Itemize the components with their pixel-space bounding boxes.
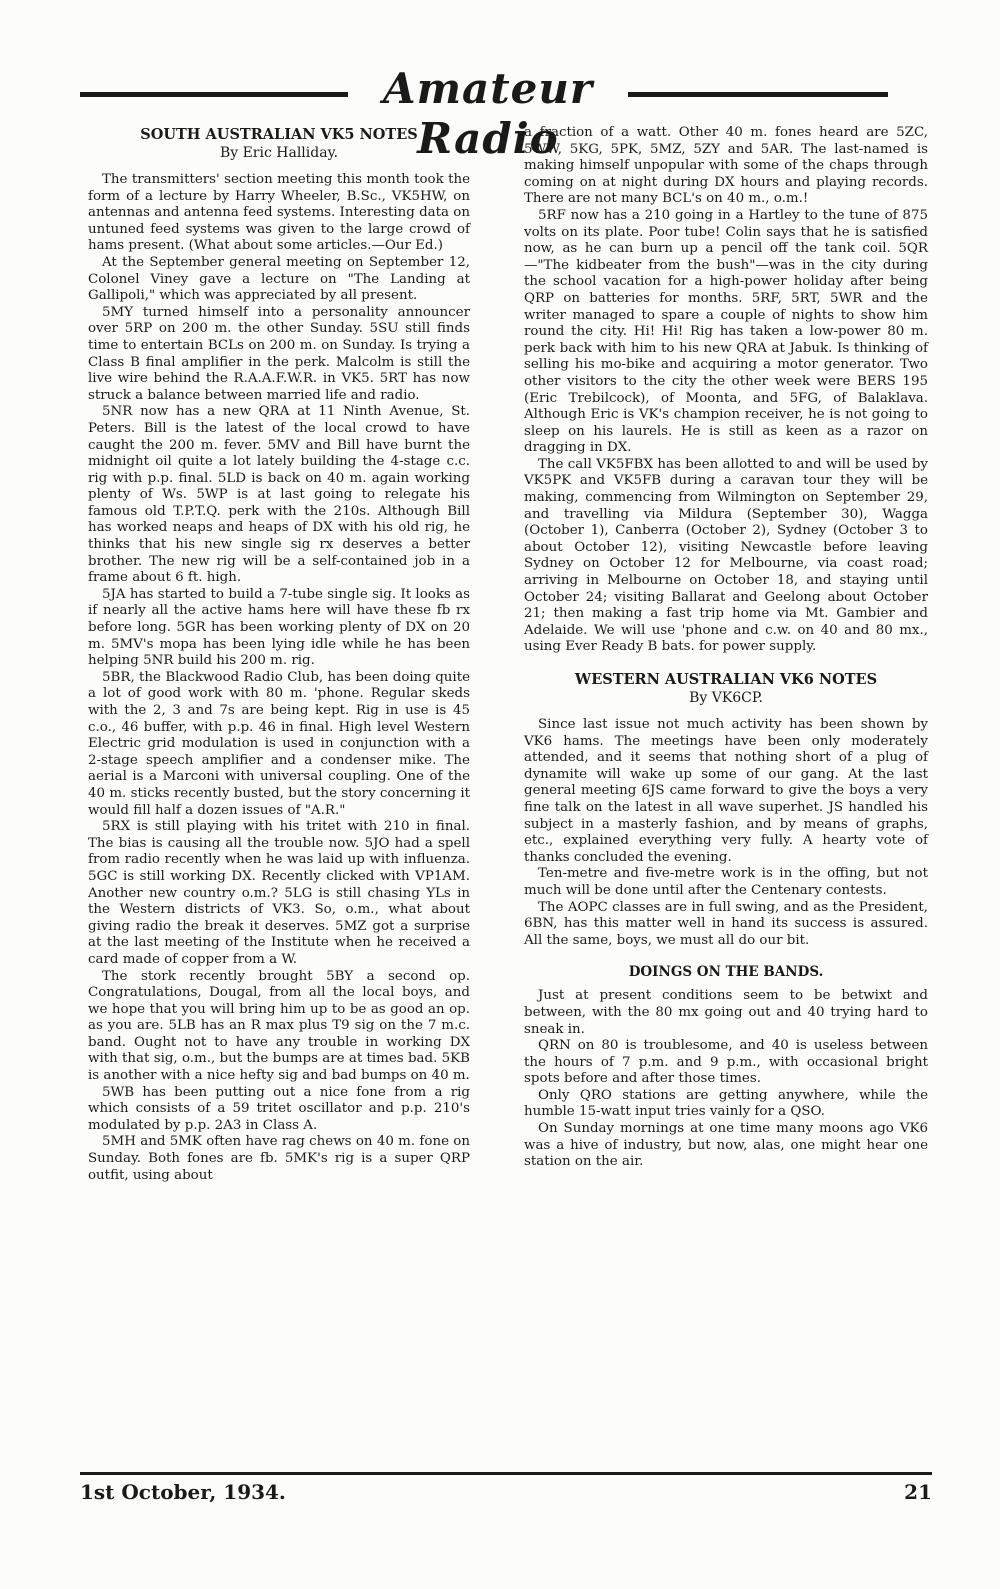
article-paragraph: 5BR, the Blackwood Radio Club, has been doing quite a lot of good work with 80 m. 'phone. Regular skeds with the 2, 3 and 7s are being kept. Rig in use is 45 c.o., 46 buffer, with p.p. 46 in final. High level Western Electric grid modulation is used in conjunction with a 2-stage speech amplifier and a condenser mike. The aerial is a Marconi with universal coupling. One of the 40 m. sticks recently busted, but the story concerning it would fill half a dozen issues of "A.R." — [88, 669, 470, 818]
footer-rule — [80, 1472, 932, 1475]
article-paragraph: Just at present conditions seem to be betwixt and between, with the 80 mx going out and 40 trying hard to sneak in. — [524, 988, 928, 1037]
article-paragraph: At the September general meeting on September 12, Colonel Viney gave a lecture on "The Landing at Gallipoli," which was appreciated by all present. — [88, 254, 470, 304]
vk5-heading: SOUTH AUSTRALIAN VK5 NOTES — [140, 126, 418, 143]
article-paragraph: QRN on 80 is troublesome, and 40 is useless between the hours of 7 p.m. and 9 p.m., with occasional bright spots before and after those times. — [524, 1038, 928, 1087]
masthead-title: Amateur Radio — [382, 64, 594, 163]
article-paragraph: 5MY turned himself into a personality announcer over 5RP on 200 m. the other Sunday. 5SU still finds time to entertain BCLs on 200 m. on Sunday. Is trying a Class B final amplifier in the perk. Malcolm is still the live wire behind the R.A.A.F.W.R. in VK5. 5RT has now struck a balance between married life and radio. — [88, 304, 470, 403]
masthead-rule-left — [80, 92, 348, 97]
article-paragraph: Since last issue not much activity has been shown by VK6 hams. The meetings have been only moderately attended, and it seems that nothing short of a plug of dynamite will wake up some of our gang. At the last general meeting 6JS came forward to give the boys a very fine talk on the latest in all wave superhet. JS handled his subject in a masterly fashion, and by means of graphs, etc., explained everything very fully. A hearty vote of thanks concluded the evening. — [524, 717, 928, 865]
article-paragraph: On Sunday mornings at one time many moons ago VK6 was a hive of industry, but now, alas, one might hear one station on the air. — [524, 1121, 928, 1170]
article-paragraph: 5WB has been putting out a nice fone from a rig which consists of a 59 tritet oscillator and p.p. 210's modulated by p.p. 2A3 in Class A. — [88, 1084, 470, 1133]
right-column — [524, 125, 928, 1171]
page-number: 21 — [904, 1480, 932, 1504]
vk5-byline: By Eric Halliday. — [219, 145, 339, 161]
article-paragraph: The stork recently brought 5BY a second op. Congratulations, Dougal, from all the local boys, and we hope that you will bring him up to be as good an op. as you are. 5LB has an R max plus T9 sig on the 7 m.c. band. Ought not to have any trouble in working DX with that sig, o.m., but the bumps are at times bad. 5KB is another with a nice hefty sig and bad bumps on 40 m. — [88, 968, 470, 1084]
vk6-byline: By VK6CP. — [689, 690, 763, 706]
article-paragraph: 5MH and 5MK often have rag chews on 40 m. fone on Sunday. Both fones are fb. 5MK's rig is a super QRP outfit, using about — [88, 1134, 470, 1183]
article-paragraph: 5RX is still playing with his tritet with 210 in final. The bias is causing all the trouble now. 5JO had a spell from radio recently when he was laid up with influenza. 5GC is still working DX. Recently clicked with VP1AM. Another new country o.m.? 5LG is still chasing YLs in the Western districts of VK3. So, o.m., what about giving radio the break it deserves. 5MZ got a surprise at the last meeting of the Institute when he received a card made of copper from a W. — [88, 819, 470, 967]
article-paragraph: a fraction of a watt. Other 40 m. fones heard are 5ZC, 5WW, 5KG, 5PK, 5MZ, 5ZY and 5AR. The last-named is making himself unpopular with some of the chaps through coming on at night during DX hours and playing records. There are not many BCL's on 40 m., o.m.! — [524, 125, 928, 207]
article-paragraph: The transmitters' section meeting this month took the form of a lecture by Harry Wheeler, B.Sc., VK5HW, on antennas and antenna feed systems. Interesting data on untuned feed systems was given to the large crowd of hams present. (What about some articles.—Our Ed.) — [88, 172, 470, 254]
article-paragraph: The call VK5FBX has been allotted to and will be used by VK5PK and VK5FB during a caravan tour they will be making, commencing from Wilmington on September 29, and travelling via Mildura (September 30), Wagga (October 1), Canberra (October 2), Sydney (October 3 to about October 12), visiting Newcastle before leaving Sydney on October 12 for Melbourne, via coast road; arriving in Melbourne on October 18, and staying until October 24; visiting Ballarat and Geelong about October 21; then making a fast trip home via Mt. Gambier and Adelaide. We will use 'phone and c.w. on 40 and 80 mx., using Ever Ready B bats. for power supply. — [524, 456, 928, 655]
masthead-rule-right — [628, 92, 912, 97]
article-paragraph: 5NR now has a new QRA at 11 Ninth Avenue, St. Peters. Bill is the latest of the local crowd to have caught the 200 m. fever. 5MV and Bill have burnt the midnight oil quite a lot lately building the 4-stage c.c. rig with p.p. final. 5LD is back on 40 m. again working plenty of Ws. 5WP is at last going to relegate his famous old T.P.T.Q. perk with the 210s. Although Bill has worked neaps and heaps of DX with his old rig, he thinks that his new single sig rx deserves a better brother. The new rig will be a self-contained job in a frame about 6 ft. high. — [88, 404, 470, 586]
bands-heading: DOINGS ON THE BANDS. — [628, 964, 824, 981]
article-paragraph: 5JA has started to build a 7-tube single sig. It looks as if nearly all the active hams here will have these fb rx before long. 5GR has been working plenty of DX on 20 m. 5MV's mopa has been lying idle while he has been helping 5NR build his 200 m. rig. — [88, 586, 470, 669]
article-paragraph: The AOPC classes are in full swing, and as the President, 6BN, has this matter well in hand its success is assured. All the same, boys, we must all do our bit. — [524, 899, 928, 948]
article-paragraph: Ten-metre and five-metre work is in the offing, but not much will be done until after the Centenary contests. — [524, 866, 928, 898]
article-paragraph: 5RF now has a 210 going in a Hartley to the tune of 875 volts on its plate. Poor tube! Colin says that he is satisfied now, as he can burn up a pencil off the tank coil. 5QR—"The kidbeater from the bush"—was in the city during the school vacation for a high-power holiday after being QRP on batteries for months. 5RF, 5RT, 5WR and the writer managed to spare a couple of nights to show him round the city. Hi! Hi! Rig has taken a low-power 80 m. perk back with him to his new QRA at Jabuk. Is thinking of selling his mo-bike and acquiring a motor generator. Two other visitors to the city the other week were BERS 195 (Eric Trebilcock), of Moonta, and 5FG, of Balaklava. Although Eric is VK's champion receiver, he is not going to sleep on his laurels. He is still as keen as a razor on dragging in DX. — [524, 207, 928, 456]
page-footer — [80, 1480, 932, 1510]
vk6-heading: WESTERN AUSTRALIAN VK6 NOTES — [574, 671, 878, 688]
issue-date: 1st October, 1934. — [80, 1480, 286, 1504]
article-paragraph: Only QRO stations are getting anywhere, while the humble 15-watt input tries vainly for a QSO. — [524, 1087, 928, 1120]
left-column — [88, 125, 470, 1184]
